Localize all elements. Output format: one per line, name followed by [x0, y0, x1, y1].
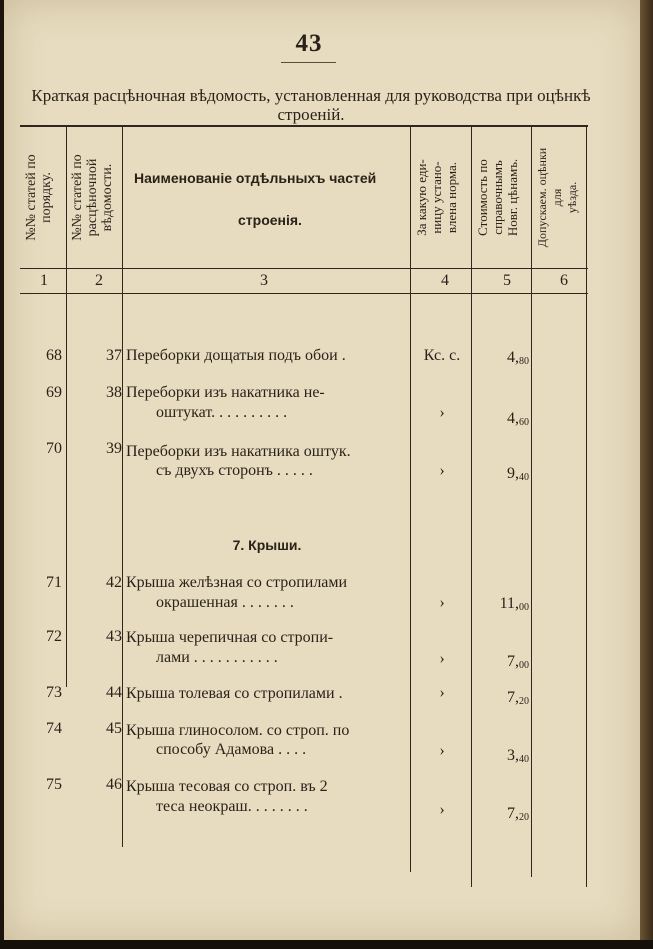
table-top-rule	[20, 125, 588, 127]
row-reference: 39	[106, 440, 122, 457]
header-bottom-rule	[20, 268, 588, 269]
column-number-3: 3	[260, 272, 268, 289]
row-name-line-1: Переборки изъ накатника оштук.	[126, 443, 351, 460]
row-name-line-2: съ двухъ сторонъ . . . . .	[156, 462, 313, 479]
row-unit: Кс. с.	[423, 347, 461, 364]
col-divider-5	[531, 127, 532, 877]
row-number: 70	[46, 440, 62, 457]
row-number: 74	[46, 720, 62, 737]
row-reference: 42	[106, 574, 122, 591]
row-name-line-1: Переборки изъ накатника не-	[126, 384, 325, 401]
row-number: 75	[46, 776, 62, 793]
col-divider-6	[586, 127, 587, 887]
row-number: 72	[46, 628, 62, 645]
page-number: 43	[295, 30, 323, 57]
row-name-line-1: Крыша желѣзная со стропилами	[126, 574, 348, 591]
row-unit: ›	[439, 742, 445, 759]
section-title: 7. Крыши.	[232, 537, 302, 553]
row-reference: 38	[106, 384, 122, 401]
row-reference: 44	[106, 684, 122, 701]
row-name-line-2: оштукат. . . . . . . . . .	[156, 404, 288, 421]
row-unit: ›	[439, 462, 445, 479]
row-price: $4,_{80}$	[507, 349, 529, 367]
row-name: Крыша толевая со стропилами .	[126, 685, 343, 702]
page-number-underline	[281, 62, 336, 63]
header-col-4: За какую еди- ницу устано- влена норма.	[414, 159, 459, 236]
row-price: $4,_{60}$	[507, 410, 529, 428]
col-divider-4	[471, 127, 472, 887]
row-name-line-2: способу Адамова . . . .	[156, 741, 307, 758]
book-page	[4, 0, 640, 940]
col-divider-2	[122, 127, 123, 847]
header-col-6: Допускаем. оцѣнки для уѣзда.	[535, 147, 579, 248]
row-unit: ›	[439, 404, 445, 421]
row-number: 68	[46, 347, 62, 364]
column-number-4: 4	[441, 272, 449, 289]
column-number-6: 6	[560, 272, 568, 289]
row-number: 71	[46, 574, 62, 591]
row-price: $7,_{20}$	[507, 689, 529, 707]
row-name: Переборки дощатыя подъ обои .	[126, 347, 346, 364]
row-reference: 43	[106, 628, 122, 645]
column-number-2: 2	[95, 272, 103, 289]
row-name-line-2: теса неокраш. . . . . . . .	[156, 798, 308, 815]
header-col-5: Стоимость по справочнымъ Новг. цѣнамъ.	[475, 158, 520, 237]
row-number: 69	[46, 384, 62, 401]
row-unit: ›	[439, 801, 445, 818]
header-col-3-line-1: Наименованіе отдѣльныхъ частей	[134, 170, 377, 186]
row-reference: 37	[106, 347, 122, 364]
scan-border	[0, 940, 653, 949]
header-col-3-line-2: строенія.	[238, 212, 302, 228]
row-unit: ›	[439, 650, 445, 667]
row-name-line-1: Крыша тесовая со строп. въ 2	[126, 778, 328, 795]
row-name-line-2: лами . . . . . . . . . . .	[156, 649, 278, 666]
column-number-1: 1	[40, 272, 48, 289]
row-price: $11,_{00}$	[499, 595, 529, 613]
row-reference: 46	[106, 776, 122, 793]
row-price: $7,_{20}$	[507, 805, 529, 823]
col-divider-1	[66, 127, 67, 687]
page-edge	[640, 0, 653, 949]
row-price: $3,_{40}$	[507, 747, 529, 765]
row-name-line-1: Крыша глиносолом. со строп. по	[126, 722, 350, 739]
row-price: $7,_{00}$	[507, 653, 529, 671]
header-col-1: №№ статей по порядку.	[24, 154, 54, 241]
column-number-5: 5	[503, 272, 511, 289]
row-name-line-2: окрашенная . . . . . . .	[156, 594, 294, 611]
row-price: $9,_{40}$	[507, 465, 529, 483]
colnum-bottom-rule	[20, 293, 588, 294]
row-reference: 45	[106, 720, 122, 737]
row-unit: ›	[439, 594, 445, 611]
document-title: Краткая расцѣночная вѣдомость, установленная для руководства при оцѣнкѣ строеній.	[31, 86, 591, 124]
row-unit: ›	[439, 684, 445, 701]
row-number: 73	[46, 684, 62, 701]
header-col-2: №№ статей по расцѣночной вѣдомости.	[70, 154, 115, 241]
row-name-line-1: Крыша черепичная со стропи-	[126, 629, 334, 646]
